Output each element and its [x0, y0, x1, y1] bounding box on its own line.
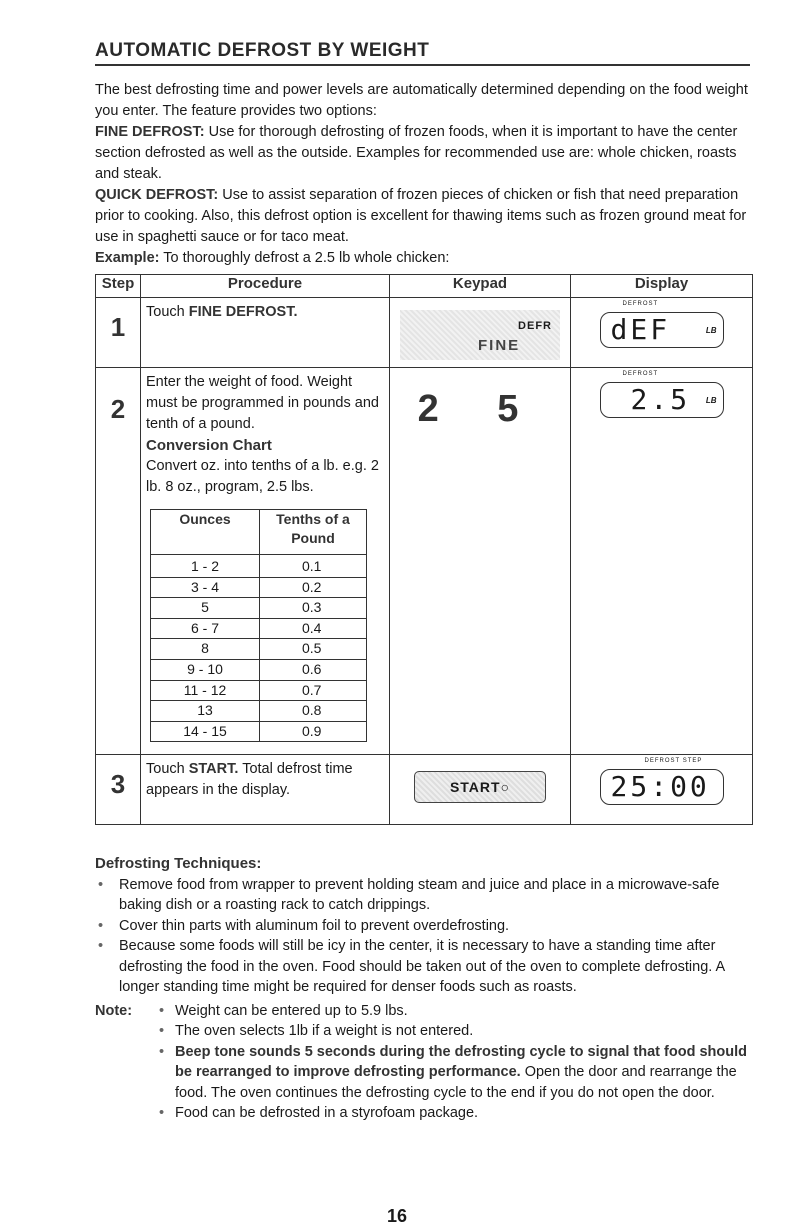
lcd-indicator: DEFROST [622, 301, 659, 307]
header-step: Step [96, 275, 141, 298]
header-keypad: Keypad [390, 275, 571, 298]
fine-defrost-label: FINE DEFROST: [95, 124, 205, 140]
lcd-text: 25:00 [610, 770, 710, 804]
step-2-keypad [390, 368, 571, 755]
defrosting-techniques [95, 854, 755, 1124]
steps-table [95, 274, 753, 825]
tenths-cell: 0.9 [260, 721, 367, 742]
list-item: • Cover thin parts with aluminum foil to prevent overdefrosting. [95, 916, 755, 937]
conversion-header-tenths: Tenths of a Pound [260, 510, 367, 555]
tenths-cell: 0.3 [260, 598, 367, 619]
fine-defrost-description [95, 122, 755, 185]
table-row [151, 659, 367, 680]
quick-defrost-description [95, 185, 755, 248]
list-item: • Because some foods will still be icy in the center, it is necessary to have a standing time after defrosting the food in the oven. Food should be taken out of the oven to complete defrosting. A longer standing time might be required for denser foods such as roasts. [95, 936, 755, 998]
techniques-title: Defrosting Techniques: [95, 855, 262, 872]
quick-defrost-text: Use to assist separation of frozen pieces of chicken or fish that need preparation prior to cooking. Also, this defrost option is excellent for thawing items such as frozen ground meat for use in spaghetti sauce or for taco meat. [95, 187, 747, 245]
header-display: Display [571, 275, 753, 298]
note-section [95, 1001, 755, 1124]
list-item: • Weight can be entered up to 5.9 lbs. [175, 1001, 755, 1022]
table-row [151, 701, 367, 722]
list-item: • Food can be defrosted in a styrofoam package. [175, 1103, 755, 1124]
ounces-cell: 14 - 15 [151, 721, 260, 742]
step-2-text: Enter the weight of food. Weight must be programmed in pounds and tenth of a pound. [146, 374, 379, 432]
table-row [151, 721, 367, 742]
lcd-unit: LB [705, 326, 717, 335]
tenths-cell: 0.4 [260, 618, 367, 639]
note-label: Note: [95, 1002, 133, 1019]
step-1-display [571, 298, 753, 368]
beep-tone-text: Open the door and rearrange the food. The oven continues the defrosting cycle to the end if you do not open the door. [175, 1064, 737, 1101]
table-row [151, 639, 367, 660]
lcd-display-weight [600, 371, 724, 418]
ounces-cell: 8 [151, 639, 260, 660]
ounces-cell: 13 [151, 701, 260, 722]
table-row [151, 598, 367, 619]
lcd-unit: LB [705, 396, 717, 405]
start-key[interactable]: START○ [414, 771, 546, 803]
lcd-indicator: DEFROST [622, 371, 659, 377]
table-row [151, 577, 367, 598]
tenths-cell: 0.5 [260, 639, 367, 660]
techniques-list [95, 875, 755, 998]
list-item: • Remove food from wrapper to prevent holding steam and juice and place in a microwave-safe baking dish or a roasting rack to catch drippings. [95, 875, 755, 916]
conversion-chart-title: Conversion Chart [146, 437, 272, 454]
step-3-number: 3 [96, 755, 141, 825]
example-text: To thoroughly defrost a 2.5 lb whole chicken: [163, 250, 450, 266]
step-1-keypad [390, 298, 571, 368]
example-label: Example: [95, 250, 160, 266]
step-2-display [571, 368, 753, 755]
conversion-header-ounces: Ounces [151, 510, 260, 555]
step-3-keypad [390, 755, 571, 825]
step-2-number: 2 [96, 368, 141, 755]
ounces-cell: 1 - 2 [151, 555, 260, 578]
step-3-procedure: Touch START. Total defrost time appears in the display. [141, 755, 390, 825]
step-1-number: 1 [96, 298, 141, 368]
header-procedure: Procedure [141, 275, 390, 298]
ounces-cell: 5 [151, 598, 260, 619]
fine-defrost-key-top: DEFR [518, 320, 552, 332]
note-list [95, 1001, 755, 1124]
step-2-procedure [141, 368, 390, 755]
fine-defrost-text: Use for thorough defrosting of frozen foods, when it is important to have the center section defrosted as well as the outside. Examples for recommended use are: whole chicken, roasts and steak. [95, 124, 738, 182]
list-item: • The oven selects 1lb if a weight is not entered. [175, 1021, 755, 1042]
fine-defrost-key-bottom: FINE [478, 337, 521, 354]
fine-defrost-key[interactable] [400, 310, 560, 360]
tenths-cell: 0.6 [260, 659, 367, 680]
ounces-cell: 6 - 7 [151, 618, 260, 639]
conversion-chart-text: Convert oz. into tenths of a lb. e.g. 2 lb. 8 oz., program, 2.5 lbs. [146, 458, 379, 495]
table-row [151, 680, 367, 701]
example-line [95, 248, 755, 269]
ounces-cell: 3 - 4 [151, 577, 260, 598]
fine-defrost-key-name: FINE DEFROST. [188, 304, 298, 320]
quick-defrost-label: QUICK DEFROST: [95, 187, 219, 203]
table-row [151, 618, 367, 639]
page-number: 16 [386, 1206, 408, 1226]
intro-section [95, 80, 755, 269]
intro-paragraph: The best defrosting time and power levels are automatically determined depending on the food weight you enter. The feature provides two options: [95, 82, 748, 119]
tenths-cell: 0.1 [260, 555, 367, 578]
table-row [151, 555, 367, 578]
lcd-display-def [600, 301, 724, 348]
tenths-cell: 0.7 [260, 680, 367, 701]
lcd-text: dEF [610, 313, 671, 346]
conversion-table [150, 509, 367, 742]
start-key-name: START. [188, 761, 239, 778]
tenths-cell: 0.8 [260, 701, 367, 722]
ounces-cell: 9 - 10 [151, 659, 260, 680]
list-item [175, 1042, 755, 1104]
tenths-cell: 0.2 [260, 577, 367, 598]
step-1-procedure: Touch FINE DEFROST. [141, 298, 390, 368]
page-title: AUTOMATIC DEFROST BY WEIGHT [95, 40, 750, 66]
number-keys[interactable]: 2 5 [417, 388, 543, 430]
ounces-cell: 11 - 12 [151, 680, 260, 701]
beep-tone-bold: Beep tone sounds 5 seconds during the defrosting cycle to signal that food should be rearranged to improve defrosting performance. [175, 1043, 747, 1080]
lcd-text: 2.5 [630, 383, 691, 416]
lcd-display-time [600, 758, 724, 805]
lcd-indicator: DEFROST STEP [644, 758, 703, 765]
step-3-display [571, 755, 753, 825]
